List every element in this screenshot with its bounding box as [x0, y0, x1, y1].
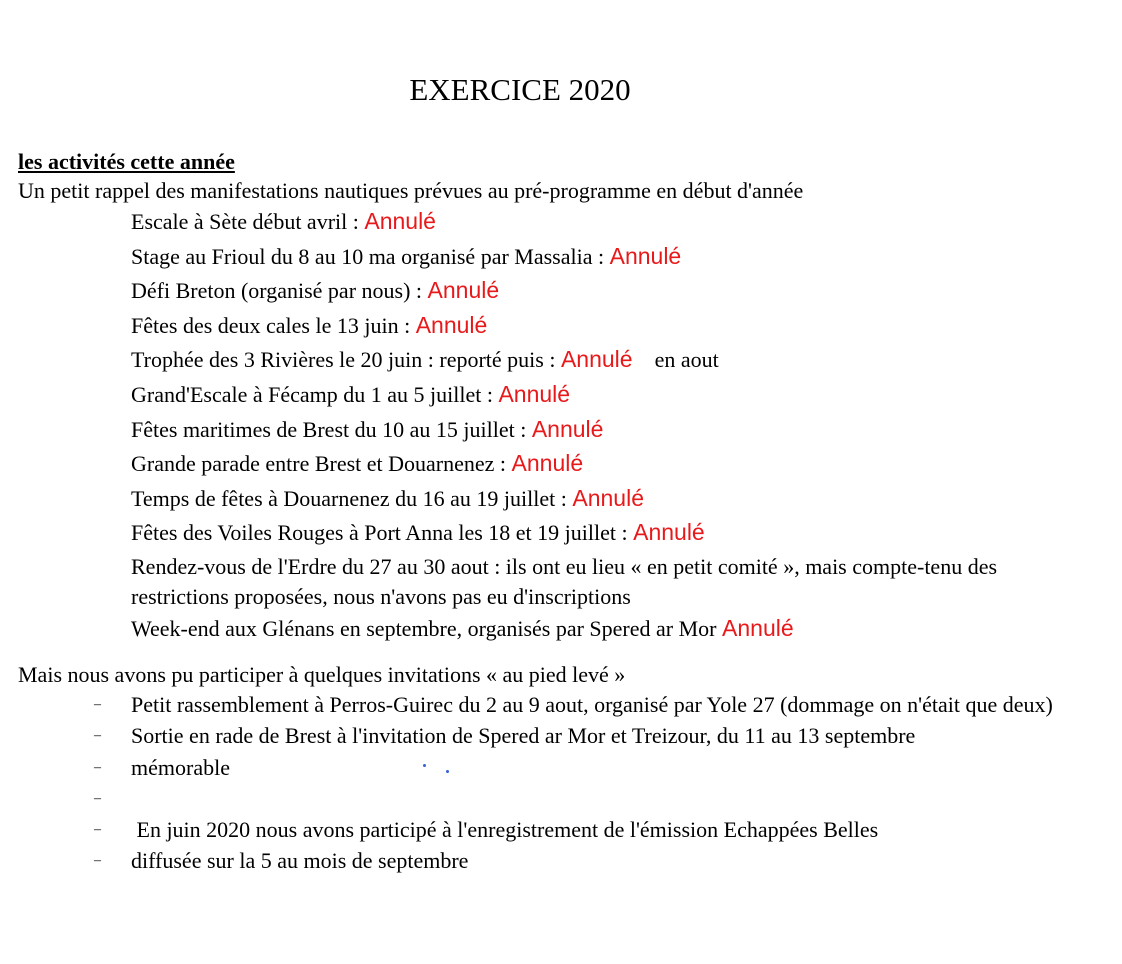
activities-list: [131, 206, 1031, 648]
activity-status: Annulé: [722, 614, 794, 641]
activity-item: [131, 613, 1031, 644]
activity-status: Annulé: [572, 484, 644, 511]
invitations-intro: Mais nous avons pu participer à quelques invitations « au pied levé »: [18, 662, 626, 687]
activity-status: Annulé: [531, 415, 604, 442]
invitation-text: Sortie en rade de Brest à l'invitation de Spered ar Mor et Treizour, du 11 au 13 septembre: [131, 723, 916, 749]
stray-mark-dot: [446, 770, 449, 773]
section-heading: les activités cette année: [18, 149, 235, 174]
activity-text: Temps de fêtes à Douarnenez du 16 au 19 juillet :: [131, 485, 573, 511]
activity-text: Stage au Frioul du 8 au 10 ma organisé par Massalia :: [131, 243, 610, 269]
activity-item: [131, 414, 1031, 445]
bullet-dash-marker: –: [94, 728, 101, 744]
invitation-item: [94, 784, 1054, 814]
invitations-list: [94, 690, 1054, 878]
activity-item: [131, 483, 1031, 514]
activity-text: Rendez-vous de l'Erdre du 27 au 30 aout : ils ont eu lieu « en petit comité », mais compte-tenu des restrictions proposées, nous n'avons pas eu d'inscriptions: [131, 553, 998, 609]
stray-mark-dot: [423, 764, 426, 767]
bullet-dash-marker: –: [94, 790, 101, 806]
invitation-item: [94, 721, 1054, 751]
activity-status: Annulé: [364, 208, 436, 234]
activity-item: [131, 552, 1031, 612]
activity-text: Défi Breton (organisé par nous) :: [131, 278, 428, 304]
activity-text: Fêtes des deux cales le 13 juin :: [131, 312, 416, 338]
invitation-text: mémorable: [131, 754, 230, 780]
invitation-text: Petit rassemblement à Perros-Guirec du 2 au 9 aout, organisé par Yole 27 (dommage on n'était que deux): [131, 692, 1053, 717]
activity-status: Annulé: [427, 277, 500, 304]
activity-item: [131, 344, 1031, 375]
invitation-text: diffusée sur la 5 au mois de septembre: [131, 848, 469, 874]
invitation-item: [94, 815, 1054, 845]
invitation-text: En juin 2020 nous avons participé à l'enregistrement de l'émission Echappées Belles: [131, 817, 879, 843]
activity-text: Fêtes maritimes de Brest du 10 au 15 juillet :: [131, 416, 532, 442]
activity-item: [131, 448, 1031, 479]
document-title: EXERCICE 2020: [409, 72, 631, 107]
invitation-item: [94, 753, 1054, 783]
activity-item: [131, 310, 1031, 341]
activity-status: Annulé: [498, 380, 571, 407]
invitation-item: [94, 846, 1054, 876]
activity-text: Grande parade entre Brest et Douarnenez :: [131, 451, 512, 477]
activity-text: Trophée des 3 Rivières le 20 juin : reporté puis :: [131, 347, 561, 373]
activity-status: Annulé: [560, 346, 633, 373]
activity-text: Week-end aux Glénans en septembre, organisés par Spered ar Mor: [131, 615, 723, 641]
activity-text: Grand'Escale à Fécamp du 1 au 5 juillet :: [131, 381, 499, 407]
activity-item: [131, 206, 1031, 237]
activity-suffix: en aout: [654, 347, 719, 373]
activity-item: [131, 275, 1031, 306]
bullet-dash-marker: –: [94, 853, 101, 869]
activity-status: Annulé: [415, 311, 488, 338]
activity-text: Fêtes des Voiles Rouges à Port Anna les 18 et 19 juillet :: [131, 520, 634, 546]
activity-status: Annulé: [511, 450, 584, 477]
activity-text: Escale à Sète début avril :: [131, 209, 365, 234]
activity-status: Annulé: [633, 519, 705, 546]
bullet-dash-marker: –: [94, 822, 101, 838]
bullet-dash-marker: –: [94, 759, 101, 775]
invitation-item: [94, 690, 1054, 720]
intro-paragraph: Un petit rappel des manifestations nautiques prévues au pré-programme en début d'année: [18, 178, 804, 203]
activity-item: [131, 241, 1031, 272]
activity-item: [131, 517, 1031, 548]
activity-item: [131, 379, 1031, 410]
bullet-dash-marker: –: [94, 697, 101, 712]
activity-status: Annulé: [609, 242, 682, 269]
